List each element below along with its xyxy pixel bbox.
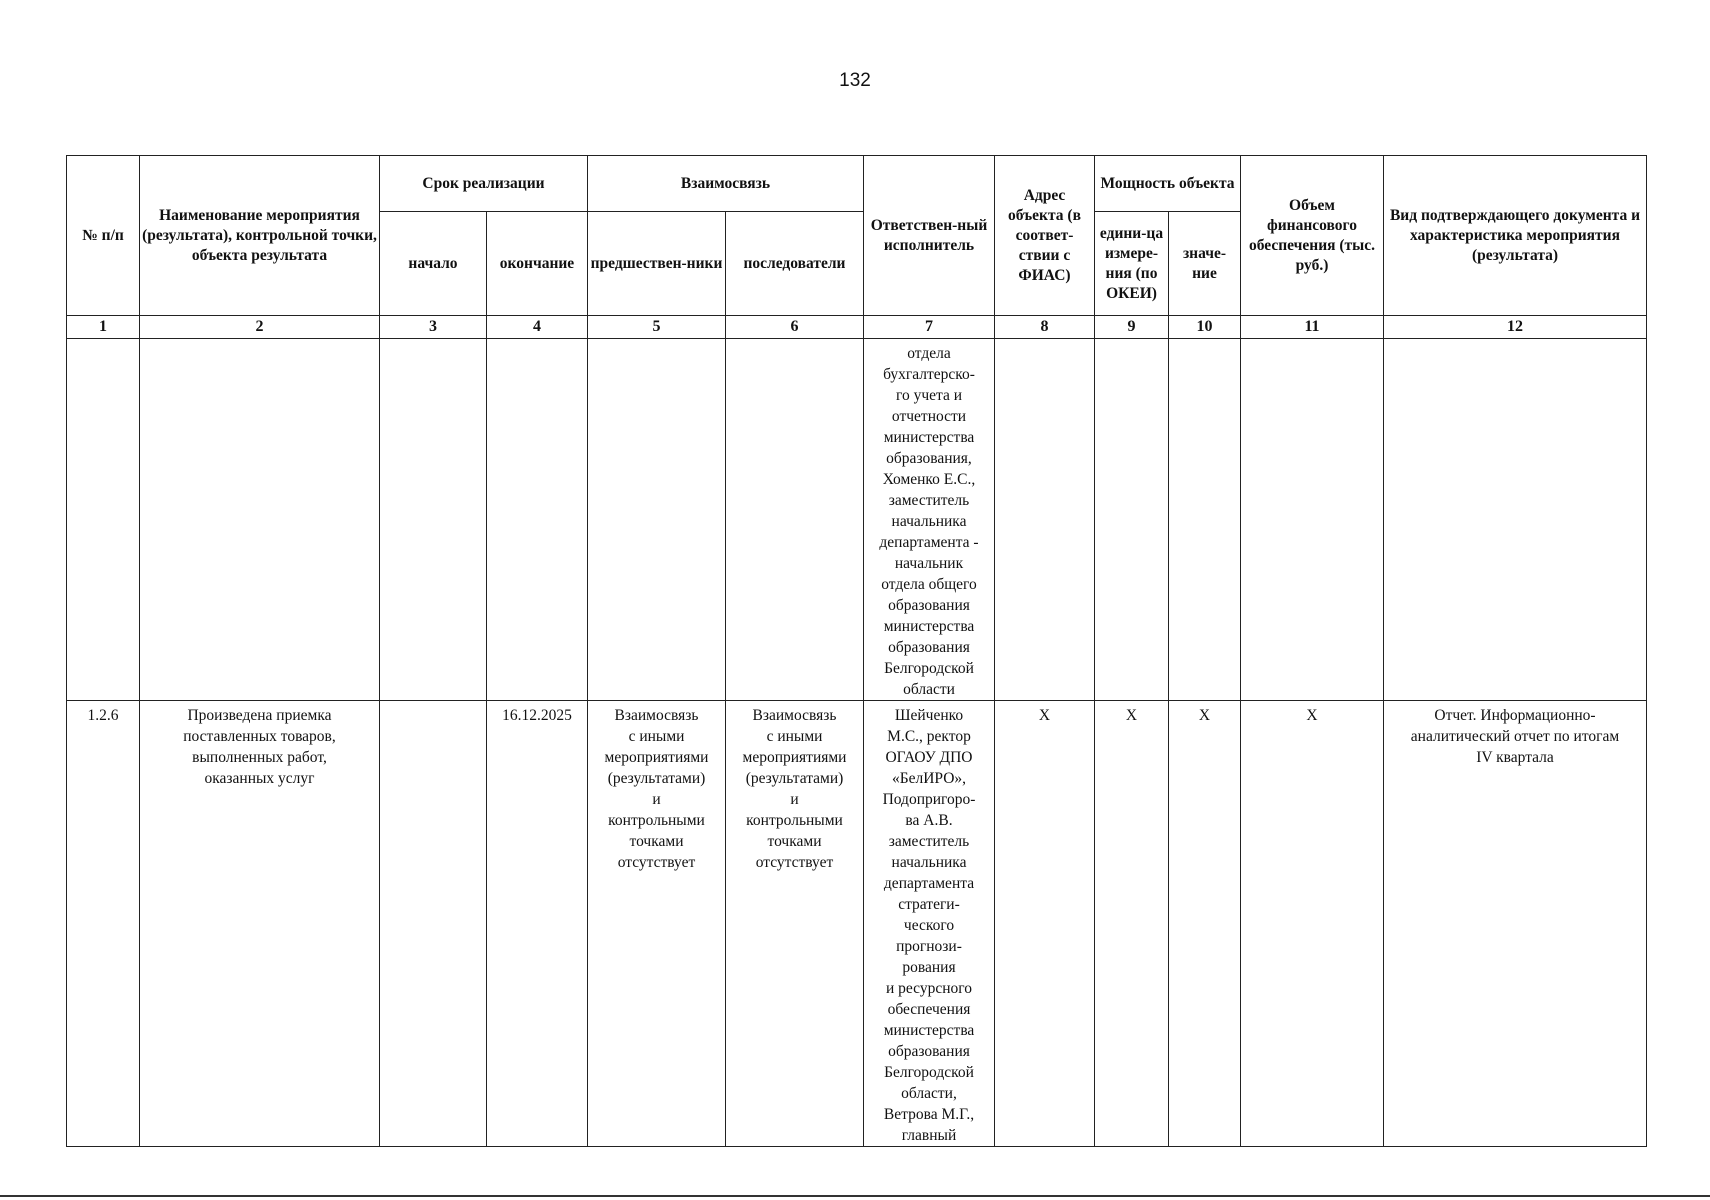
successors-text: Взаимосвязь с иными мероприятиями (результатами) и контрольными точками отсутствует xyxy=(742,707,847,871)
header-value: значе-ние xyxy=(1169,212,1241,316)
header-predecessors: предшествен-ники xyxy=(588,212,726,316)
col-number: 2 xyxy=(140,316,380,339)
cell-empty xyxy=(140,339,380,701)
table-row xyxy=(67,339,1647,701)
event-name: Произведена приемка поставленных товаров, выполненных работ, оказанных услуг xyxy=(183,707,336,787)
header-term-end: окончание xyxy=(487,212,588,316)
capacity-value: Х xyxy=(1169,701,1241,1147)
col-number: 5 xyxy=(588,316,726,339)
cell-empty xyxy=(487,339,588,701)
col-number: 11 xyxy=(1241,316,1384,339)
term-end: 16.12.2025 xyxy=(487,701,588,1147)
col-number: 3 xyxy=(380,316,487,339)
cell-empty xyxy=(1241,339,1384,701)
table-row xyxy=(67,701,1647,1147)
header-term: Срок реализации xyxy=(380,156,588,212)
header-unit: едини-ца измере-ния (по ОКЕИ) xyxy=(1095,212,1169,316)
col-number: 1 xyxy=(67,316,140,339)
cell-empty xyxy=(726,339,864,701)
cell-empty xyxy=(1169,339,1241,701)
finance-value: Х xyxy=(1241,701,1384,1147)
executor-continuation-text: отдела бухгалтерско- го учета и отчетности министерства образования, Хоменко Е.С., заместитель начальника департамента - начальник отдела общего образования министерства образования Белгородской области xyxy=(879,345,979,698)
col-number: 8 xyxy=(995,316,1095,339)
executor-text: Шейченко М.С., ректор ОГАОУ ДПО «БелИРО», Подопригоро- ва А.В. заместитель начальника департамента стратеги- ческого прогнози- рования и ресурсного обеспечения министерства образования Белгородской области, Ветрова М.Г., главный xyxy=(882,707,976,1144)
cell-empty xyxy=(67,339,140,701)
term-start xyxy=(380,701,487,1147)
events-table xyxy=(66,155,1647,1147)
unit-value: Х xyxy=(1095,701,1169,1147)
header-successors: последователи xyxy=(726,212,864,316)
cell-empty xyxy=(1384,339,1647,701)
cell-empty xyxy=(1095,339,1169,701)
page-number: 132 xyxy=(839,70,871,91)
predecessors-text: Взаимосвязь с иными мероприятиями (результатами) и контрольными точками отсутствует xyxy=(604,707,709,871)
page-bottom-rule xyxy=(0,1195,1710,1197)
cell-empty xyxy=(995,339,1095,701)
document-text: Отчет. Информационно- аналитический отчет по итогам IV квартала xyxy=(1410,707,1620,766)
col-number: 4 xyxy=(487,316,588,339)
header-finance: Объем финансового обеспечения (тыс. руб.) xyxy=(1241,156,1384,316)
header-capacity: Мощность объекта xyxy=(1095,156,1241,212)
col-number: 7 xyxy=(864,316,995,339)
executor-cell xyxy=(864,339,995,701)
col-number: 12 xyxy=(1384,316,1647,339)
header-relation: Взаимосвязь xyxy=(588,156,864,212)
col-number: 9 xyxy=(1095,316,1169,339)
header-doc: Вид подтверждающего документа и характеристика мероприятия (результата) xyxy=(1384,156,1647,316)
header-term-start: начало xyxy=(380,212,487,316)
cell-empty xyxy=(588,339,726,701)
cell-empty xyxy=(380,339,487,701)
row-number: 1.2.6 xyxy=(67,701,140,1147)
header-name: Наименование мероприятия (результата), контрольной точки, объекта результата xyxy=(140,156,380,316)
header-num: № п/п xyxy=(67,156,140,316)
col-number: 10 xyxy=(1169,316,1241,339)
col-number: 6 xyxy=(726,316,864,339)
header-executor: Ответствен-ный исполнитель xyxy=(864,156,995,316)
header-address: Адрес объекта (в соответ-ствии с ФИАС) xyxy=(995,156,1095,316)
address-value: Х xyxy=(995,701,1095,1147)
